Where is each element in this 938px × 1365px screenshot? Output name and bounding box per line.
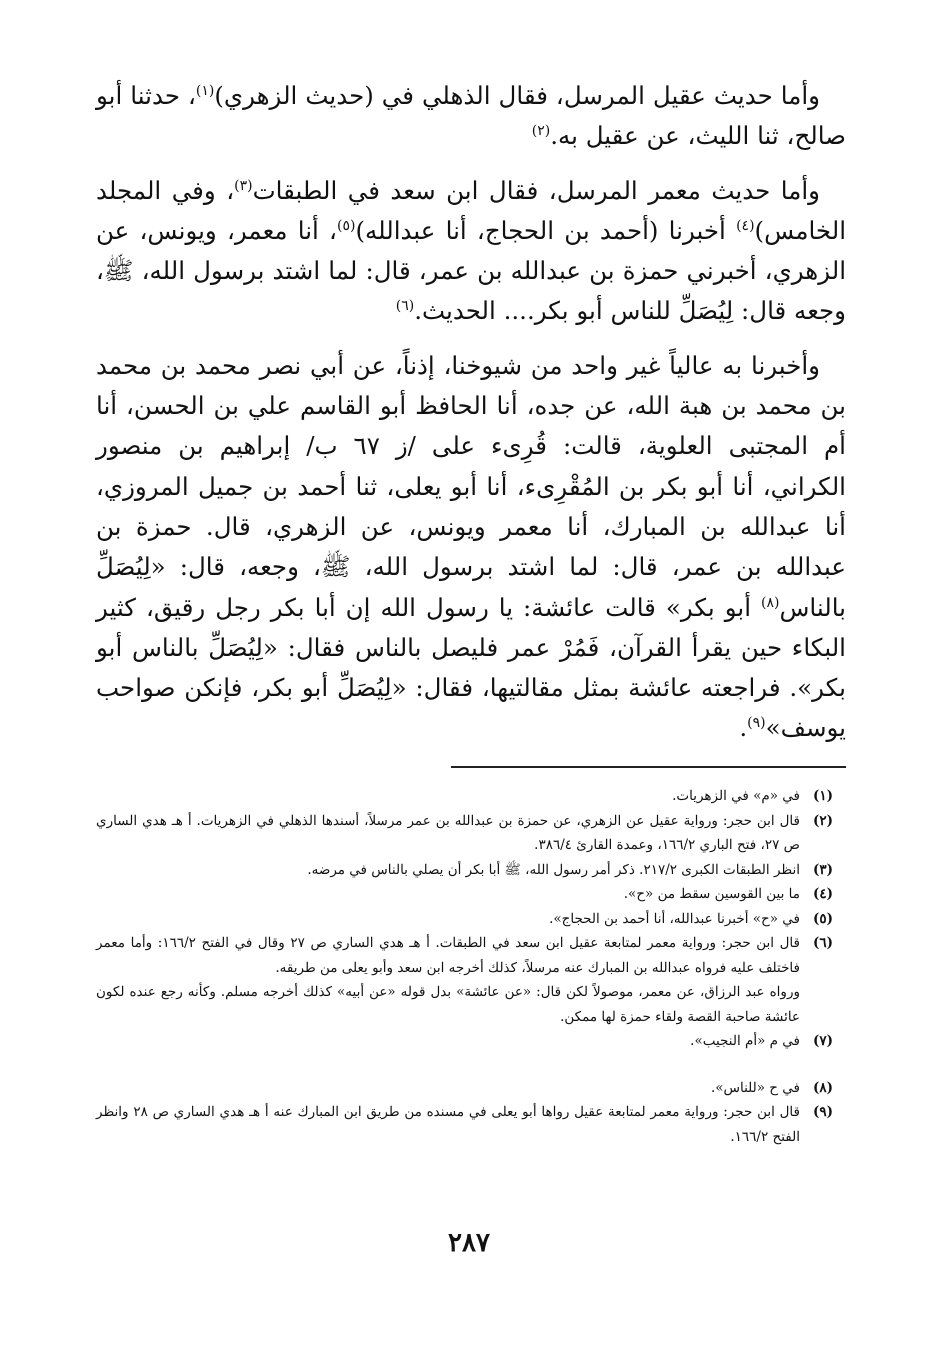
text-run: .: [739, 713, 748, 743]
text-run: وأما حديث معمر المرسل، فقال ابن سعد في الطبقات: [252, 175, 820, 205]
footnote-text: في م «أم النجيب».: [690, 1033, 800, 1049]
footnote: [96, 1029, 846, 1054]
text-run: ، وفي المجلد الخامس): [96, 175, 846, 245]
footnote: [96, 1100, 846, 1149]
footnote-text: قال ابن حجر: ورواية عقيل عن الزهري، عن حمزة بن عبدالله بن عمر مرسلاً، أسندها الذهلي في الزهريات. أ هـ هدي الساري ص ٢٧، فتح الباري ١٦٦/٢، وعمدة القارئ ٣٨٦/٤.: [96, 812, 800, 853]
text-run: أخبرنا (أحمد بن الحجاج، أنا عبدالله): [355, 215, 737, 245]
paragraph: [96, 76, 846, 157]
footnote-ref: (٩): [747, 715, 766, 732]
footnote-number: (٨): [812, 1079, 834, 1096]
footnote-text: ما بين القوسين سقط من «ح».: [623, 886, 800, 902]
footnote-number: (٢): [812, 812, 834, 829]
text-run: ، حدثنا أبو صالح، ثنا الليث، عن عقيل به.: [96, 81, 846, 151]
footnote-number: (٦): [812, 935, 834, 951]
text-run: وأما حديث عقيل المرسل، فقال الذهلي في (حديث الزهري): [214, 81, 820, 110]
footnote-text: في «ح» أخبرنا عبدالله، أنا أحمد بن الحجاج».: [549, 910, 800, 927]
footnote-continuation: ورواه عبد الرزاق، عن معمر، موصولاً لكن قال: «عن عائشة» بدل قوله «عن أبيه» كذلك أخرجه مسلم. وكأنه رجع عنده لكون عائشة صاحبة القصة ولقاء حمزة لها ممكن.: [96, 984, 800, 1025]
main-text: [96, 76, 846, 763]
footnote: [96, 784, 846, 809]
footnote: [96, 1076, 846, 1101]
footnote-text: في ح «للناس».: [710, 1079, 800, 1096]
footnote-number: (٩): [812, 1104, 834, 1120]
footnote-ref: (٤): [736, 217, 755, 234]
footnote-text: قال ابن حجر: ورواية معمر لمتابعة عقيل رواها أبو يعلى في مسنده من طريق ابن المبارك عنه أ هـ هدي الساري ص ٢٨ وانظر الفتح ١٦٦/٢.: [96, 1104, 800, 1145]
footnote-number: (٧): [812, 1033, 834, 1049]
footnote-ref: (٦): [395, 298, 415, 315]
footnote-ref: (٨): [761, 594, 780, 611]
text-run: أبو بكر» قالت عائشة: يا رسول الله إن أبا بكر رجل رقيق، كثير البكاء حين يقرأ القرآن، فَمُرْ عمر فليصل بالناس فقال: «لِيُصَلِّ بالناس أبو بكر». فراجعته عائشة بمثل مقالتيها، فقال: «لِيُصَلِّ أبو بكر، فإنكن صواحب يوسف»: [96, 592, 846, 743]
footnote-text: في «م» في الزهريات.: [672, 788, 800, 804]
footnote: [96, 882, 846, 907]
footnote: [96, 907, 846, 932]
footnote-separator: [451, 766, 846, 768]
footnote: [96, 809, 846, 858]
footnote-number: (٣): [812, 861, 834, 878]
paragraph: [96, 346, 846, 749]
page-number: ٢٨٧: [448, 1228, 490, 1258]
paragraph: [96, 171, 846, 332]
text-run: ، أنا معمر، ويونس، عن الزهري، أخبرني حمزة بن عبدالله بن عمر، قال: لما اشتد برسول الله، ﷺ، وجعه قال: لِيُصَلِّ للناس أبو بكر.... الحديث.: [96, 215, 846, 326]
footnote-ref: (٥): [336, 217, 356, 234]
footnote-number: (٥): [812, 910, 834, 927]
footnote-ref: (٣): [234, 177, 253, 194]
footnote: [96, 931, 846, 980]
footnote-text: انظر الطبقات الكبرى ٢١٧/٢. ذكر أمر رسول الله، ﷺ أبا بكر أن يصلي بالناس في مرضه.: [307, 861, 800, 878]
text-run: وأخبرنا به عالياً غير واحد من شيوخنا، إذناً، عن أبي نصر محمد بن محمد بن محمد بن هبة الله، عن جده، أنا الحافظ أبو القاسم علي بن الحسن، أنا أم المجتبى العلوية، قالت: قُرِىء على /ز ٦٧ ب/ إبراهيم بن منصور الكراني، أنا أبو بكر بن المُقْرِىء، أنا أبو يعلى، ثنا أحمد بن جميل المروزي، أنا عبدالله بن المبارك، أنا معمر ويونس، عن الزهري، قال. حمزة بن عبدالله بن عمر، قال: لما اشتد برسول الله، ﷺ، وجعه، قال: «لِيُصَلِّ بالناس: [96, 350, 846, 622]
footnote-ref: (٢): [531, 123, 551, 140]
footnote-number: (٤): [812, 886, 834, 902]
footnote-text: قال ابن حجر: ورواية معمر لمتابعة عقيل ابن سعد في الطبقات. أ هـ هدي الساري ص ٢٧ وقال في الفتح ١٦٦/٢: وأما معمر فاختلف عليه فرواه عبدالله بن المبارك عنه مرسلاً، كذلك أخرجه ابن سعد وأبو يعلى من طريقه.: [96, 935, 800, 976]
footnotes: [96, 784, 846, 1149]
footnote-ref: (١): [195, 82, 215, 99]
footnote-number: (١): [812, 788, 834, 804]
footnote: [96, 858, 846, 883]
